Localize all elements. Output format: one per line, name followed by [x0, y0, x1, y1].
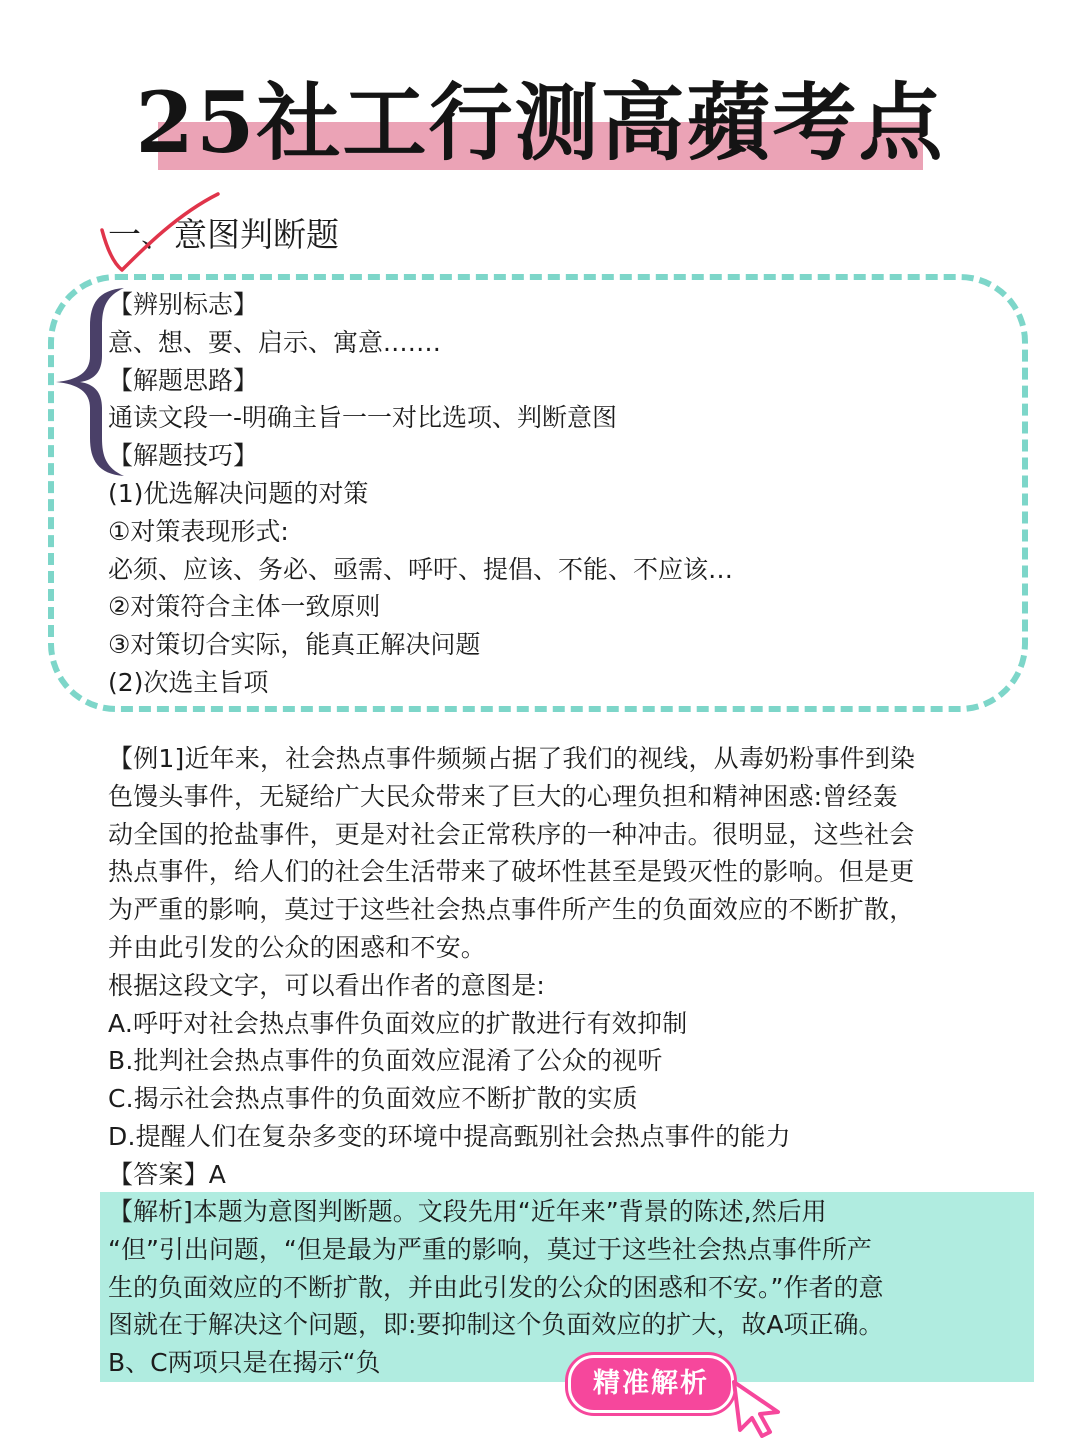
tips-line: 通读文段一-明确主旨一一对比选项、判断意图 [108, 403, 618, 433]
page-title: 25社工行测高蘋考点 [135, 73, 945, 172]
option-a: A.呼吁对社会热点事件负面效应的扩散进行有效抑制 [108, 1008, 688, 1038]
tips-line: ③对策切合实际，能真正解决问题 [108, 630, 481, 660]
analysis-line: 生的负面效应的不断扩散，并由此引发的公众的困惑和不安。”作者的意 [108, 1272, 884, 1302]
example-line: 动全国的抢盐事件，更是对社会正常秩序的一种冲击。很明显，这些社会 [108, 819, 915, 849]
section-heading: 一、意图判断题 [108, 215, 339, 254]
option-b: B.批判社会热点事件的负面效应混淆了公众的视听 [108, 1046, 663, 1076]
example-line: 为严重的影响，莫过于这些社会热点事件所产生的负面效应的不断扩散， [108, 895, 915, 925]
analysis-text [108, 1193, 1008, 1382]
example-line: 并由此引发的公众的困惑和不安。 [108, 932, 487, 962]
answer-line: 【答案】A [108, 1159, 227, 1189]
example-line: 色馒头事件，无疑给广大民众带来了巨大的心理负担和精神困惑:曾经轰 [108, 781, 898, 811]
example-question [108, 740, 988, 1194]
analysis-line: “但”引出问题，“但是最为严重的影响，莫过于这些社会热点事件所产 [108, 1234, 872, 1264]
analysis-line: 图就在于解决这个问题，即:要抑制这个负面效应的扩大，故A项正确。 [108, 1310, 884, 1340]
example-line: 【例1]近年来，社会热点事件频频占据了我们的视线，从毒奶粉事件到染 [108, 744, 916, 773]
tips-line: 必须、应该、务必、亟需、呼吁、提倡、不能、不应该… [108, 554, 734, 584]
tips-line: (2)次选主旨项 [108, 667, 269, 697]
analysis-line: 【解析]本题为意图判断题。文段先用“近年来”背景的陈述,然后用 [108, 1197, 827, 1226]
tips-line: 【解题思路】 [108, 365, 259, 395]
example-line: 热点事件，给人们的社会生活带来了破坏性甚至是毁灭性的影响。但是更 [108, 857, 915, 887]
tips-line: 意、想、要、启示、寓意.…… [108, 327, 441, 357]
question-prompt: 根据这段文字，可以看出作者的意图是: [108, 970, 546, 1000]
option-d: D.提醒人们在复杂多变的环境中提高甄别社会热点事件的能力 [108, 1121, 791, 1151]
option-c: C.揭示社会热点事件的负面效应不断扩散的实质 [108, 1084, 638, 1114]
checkmark-icon [96, 190, 226, 280]
tips-line: 【辨别标志】 [108, 290, 259, 319]
analysis-line: B、C两项只是在揭示“负 [108, 1348, 381, 1378]
tips-line: (1)优选解决问题的对策 [108, 478, 369, 508]
tips-line: ①对策表现形式: [108, 516, 289, 546]
cursor-icon [728, 1378, 786, 1438]
tips-line: 【解题技巧】 [108, 441, 259, 471]
precise-analysis-badge[interactable]: 精准解析 [568, 1355, 734, 1413]
tips-content [108, 286, 1008, 702]
tips-line: ②对策符合主体一致原则 [108, 592, 381, 622]
